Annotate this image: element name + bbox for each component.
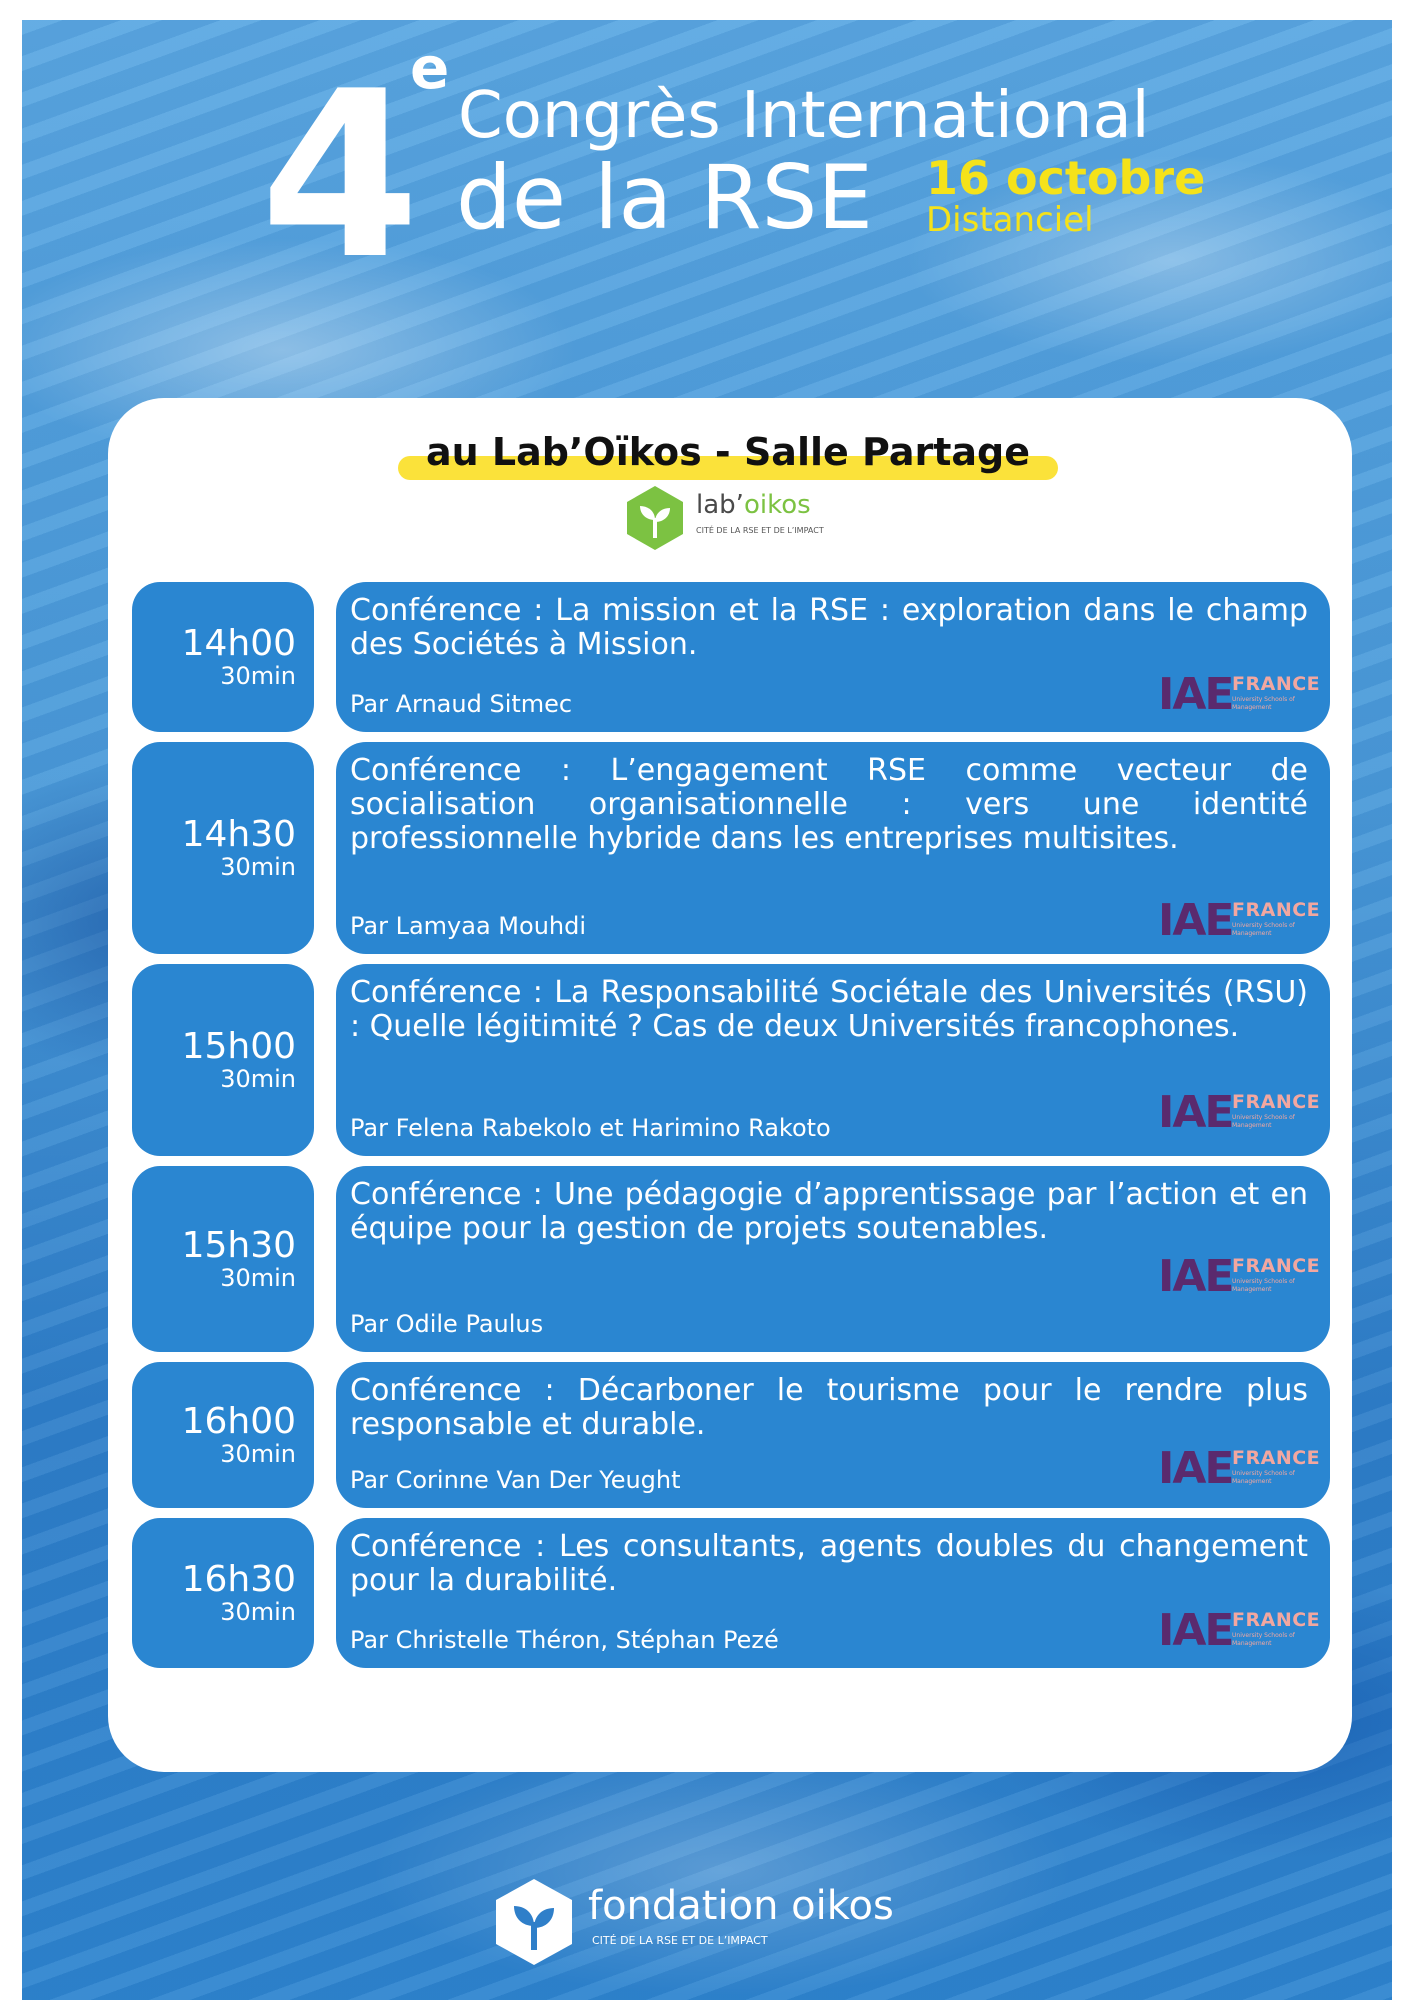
session-title: Conférence : Une pédagogie d’apprentissage par l’action et en équipe pour la gestion de projets soutenables. bbox=[350, 1177, 1308, 1246]
iae-france-logo bbox=[1158, 1605, 1321, 1656]
session-talk-box bbox=[336, 1518, 1330, 1668]
session-speaker: Par Lamyaa Mouhdi bbox=[350, 912, 587, 940]
iae-france-logo bbox=[1158, 669, 1321, 720]
session-time: 14h30 bbox=[181, 814, 296, 855]
iae-logo-subtitle: University Schools of Management bbox=[1232, 922, 1295, 937]
session-speaker: Par Christelle Théron, Stéphan Pezé bbox=[350, 1626, 779, 1654]
event-date: 16 octobre bbox=[926, 151, 1206, 205]
sprout-hexagon-icon bbox=[624, 484, 686, 552]
session-time: 14h00 bbox=[181, 623, 296, 664]
iae-france-logo bbox=[1158, 1087, 1321, 1138]
session-time-box bbox=[132, 1362, 314, 1508]
session-duration: 30min bbox=[220, 853, 296, 881]
iae-logo-country: FRANCE bbox=[1232, 1091, 1321, 1113]
session-time-box bbox=[132, 1166, 314, 1352]
session-time: 16h00 bbox=[181, 1401, 296, 1442]
iae-logo-subtitle: University Schools of Management bbox=[1232, 1278, 1295, 1293]
session-speaker: Par Odile Paulus bbox=[350, 1310, 544, 1338]
event-title-line1: Congrès International bbox=[458, 79, 1150, 153]
session-duration: 30min bbox=[220, 662, 296, 690]
iae-logo-country: FRANCE bbox=[1232, 673, 1321, 695]
session-talk-box bbox=[336, 964, 1330, 1156]
session-time-box bbox=[132, 964, 314, 1156]
session-speaker: Par Corinne Van Der Yeught bbox=[350, 1466, 681, 1494]
session-time-box bbox=[132, 582, 314, 732]
session-title: Conférence : La Responsabilité Sociétale des Universités (RSU) : Quelle légitimité ? Cas de deux Universités francophones. bbox=[350, 975, 1308, 1044]
session-duration: 30min bbox=[220, 1065, 296, 1093]
session-time: 16h30 bbox=[181, 1559, 296, 1600]
iae-logo-subtitle: University Schools of Management bbox=[1232, 1470, 1295, 1485]
iae-logo-letters: IAE bbox=[1158, 895, 1233, 946]
ordinal-suffix: e bbox=[410, 34, 450, 102]
iae-logo-subtitle: University Schools of Management bbox=[1232, 696, 1295, 711]
session-title: Conférence : L’engagement RSE comme vecteur de socialisation organisationnelle : vers une identité professionnelle hybride dans les entreprises multisites. bbox=[350, 753, 1308, 856]
sprout-hexagon-icon bbox=[492, 1876, 576, 1968]
iae-france-logo bbox=[1158, 1443, 1321, 1494]
iae-france-logo bbox=[1158, 895, 1321, 946]
session-time: 15h30 bbox=[181, 1225, 296, 1266]
session-time: 15h00 bbox=[181, 1026, 296, 1067]
iae-logo-country: FRANCE bbox=[1232, 1255, 1321, 1277]
iae-logo-subtitle: University Schools of Management bbox=[1232, 1632, 1295, 1647]
iae-logo-country: FRANCE bbox=[1232, 1447, 1321, 1469]
event-title-line2: de la RSE bbox=[456, 146, 873, 249]
session-time-box bbox=[132, 742, 314, 954]
iae-logo-country: FRANCE bbox=[1232, 899, 1321, 921]
lab-logo-tagline: CITÉ DE LA RSE ET DE L’IMPACT bbox=[696, 526, 824, 535]
session-duration: 30min bbox=[220, 1598, 296, 1626]
iae-logo-letters: IAE bbox=[1158, 1087, 1233, 1138]
footer-tagline: CITÉ DE LA RSE ET DE L’IMPACT bbox=[592, 1934, 768, 1947]
lab-oikos-logo bbox=[624, 484, 834, 556]
session-talk-box bbox=[336, 742, 1330, 954]
session-title: Conférence : Les consultants, agents doubles du changement pour la durabilité. bbox=[350, 1529, 1308, 1598]
session-title: Conférence : Décarboner le tourisme pour le rendre plus responsable et durable. bbox=[350, 1373, 1308, 1442]
session-talk-box bbox=[336, 1166, 1330, 1352]
iae-logo-letters: IAE bbox=[1158, 669, 1233, 720]
venue-banner bbox=[398, 420, 1058, 486]
iae-logo-letters: IAE bbox=[1158, 1443, 1233, 1494]
session-speaker: Par Felena Rabekolo et Harimino Rakoto bbox=[350, 1114, 831, 1142]
iae-logo-country: FRANCE bbox=[1232, 1609, 1321, 1631]
iae-logo-letters: IAE bbox=[1158, 1251, 1233, 1302]
lab-logo-name: lab’oikos bbox=[696, 490, 811, 520]
session-title: Conférence : La mission et la RSE : exploration dans le champ des Sociétés à Mission. bbox=[350, 593, 1308, 662]
session-speaker: Par Arnaud Sitmec bbox=[350, 690, 573, 718]
session-duration: 30min bbox=[220, 1440, 296, 1468]
venue-label: au Lab’Oïkos - Salle Partage bbox=[425, 430, 1030, 474]
fondation-oikos-logo bbox=[492, 1876, 972, 1968]
footer-brand-name: fondation oikos bbox=[588, 1883, 894, 1929]
event-mode: Distanciel bbox=[926, 200, 1094, 240]
iae-logo-subtitle: University Schools of Management bbox=[1232, 1114, 1295, 1129]
iae-france-logo bbox=[1158, 1251, 1321, 1302]
session-duration: 30min bbox=[220, 1264, 296, 1292]
session-time-box bbox=[132, 1518, 314, 1668]
event-number: 4 bbox=[260, 43, 415, 310]
iae-logo-letters: IAE bbox=[1158, 1605, 1233, 1656]
poster-background bbox=[22, 20, 1392, 2000]
session-talk-box bbox=[336, 582, 1330, 732]
session-talk-box bbox=[336, 1362, 1330, 1508]
